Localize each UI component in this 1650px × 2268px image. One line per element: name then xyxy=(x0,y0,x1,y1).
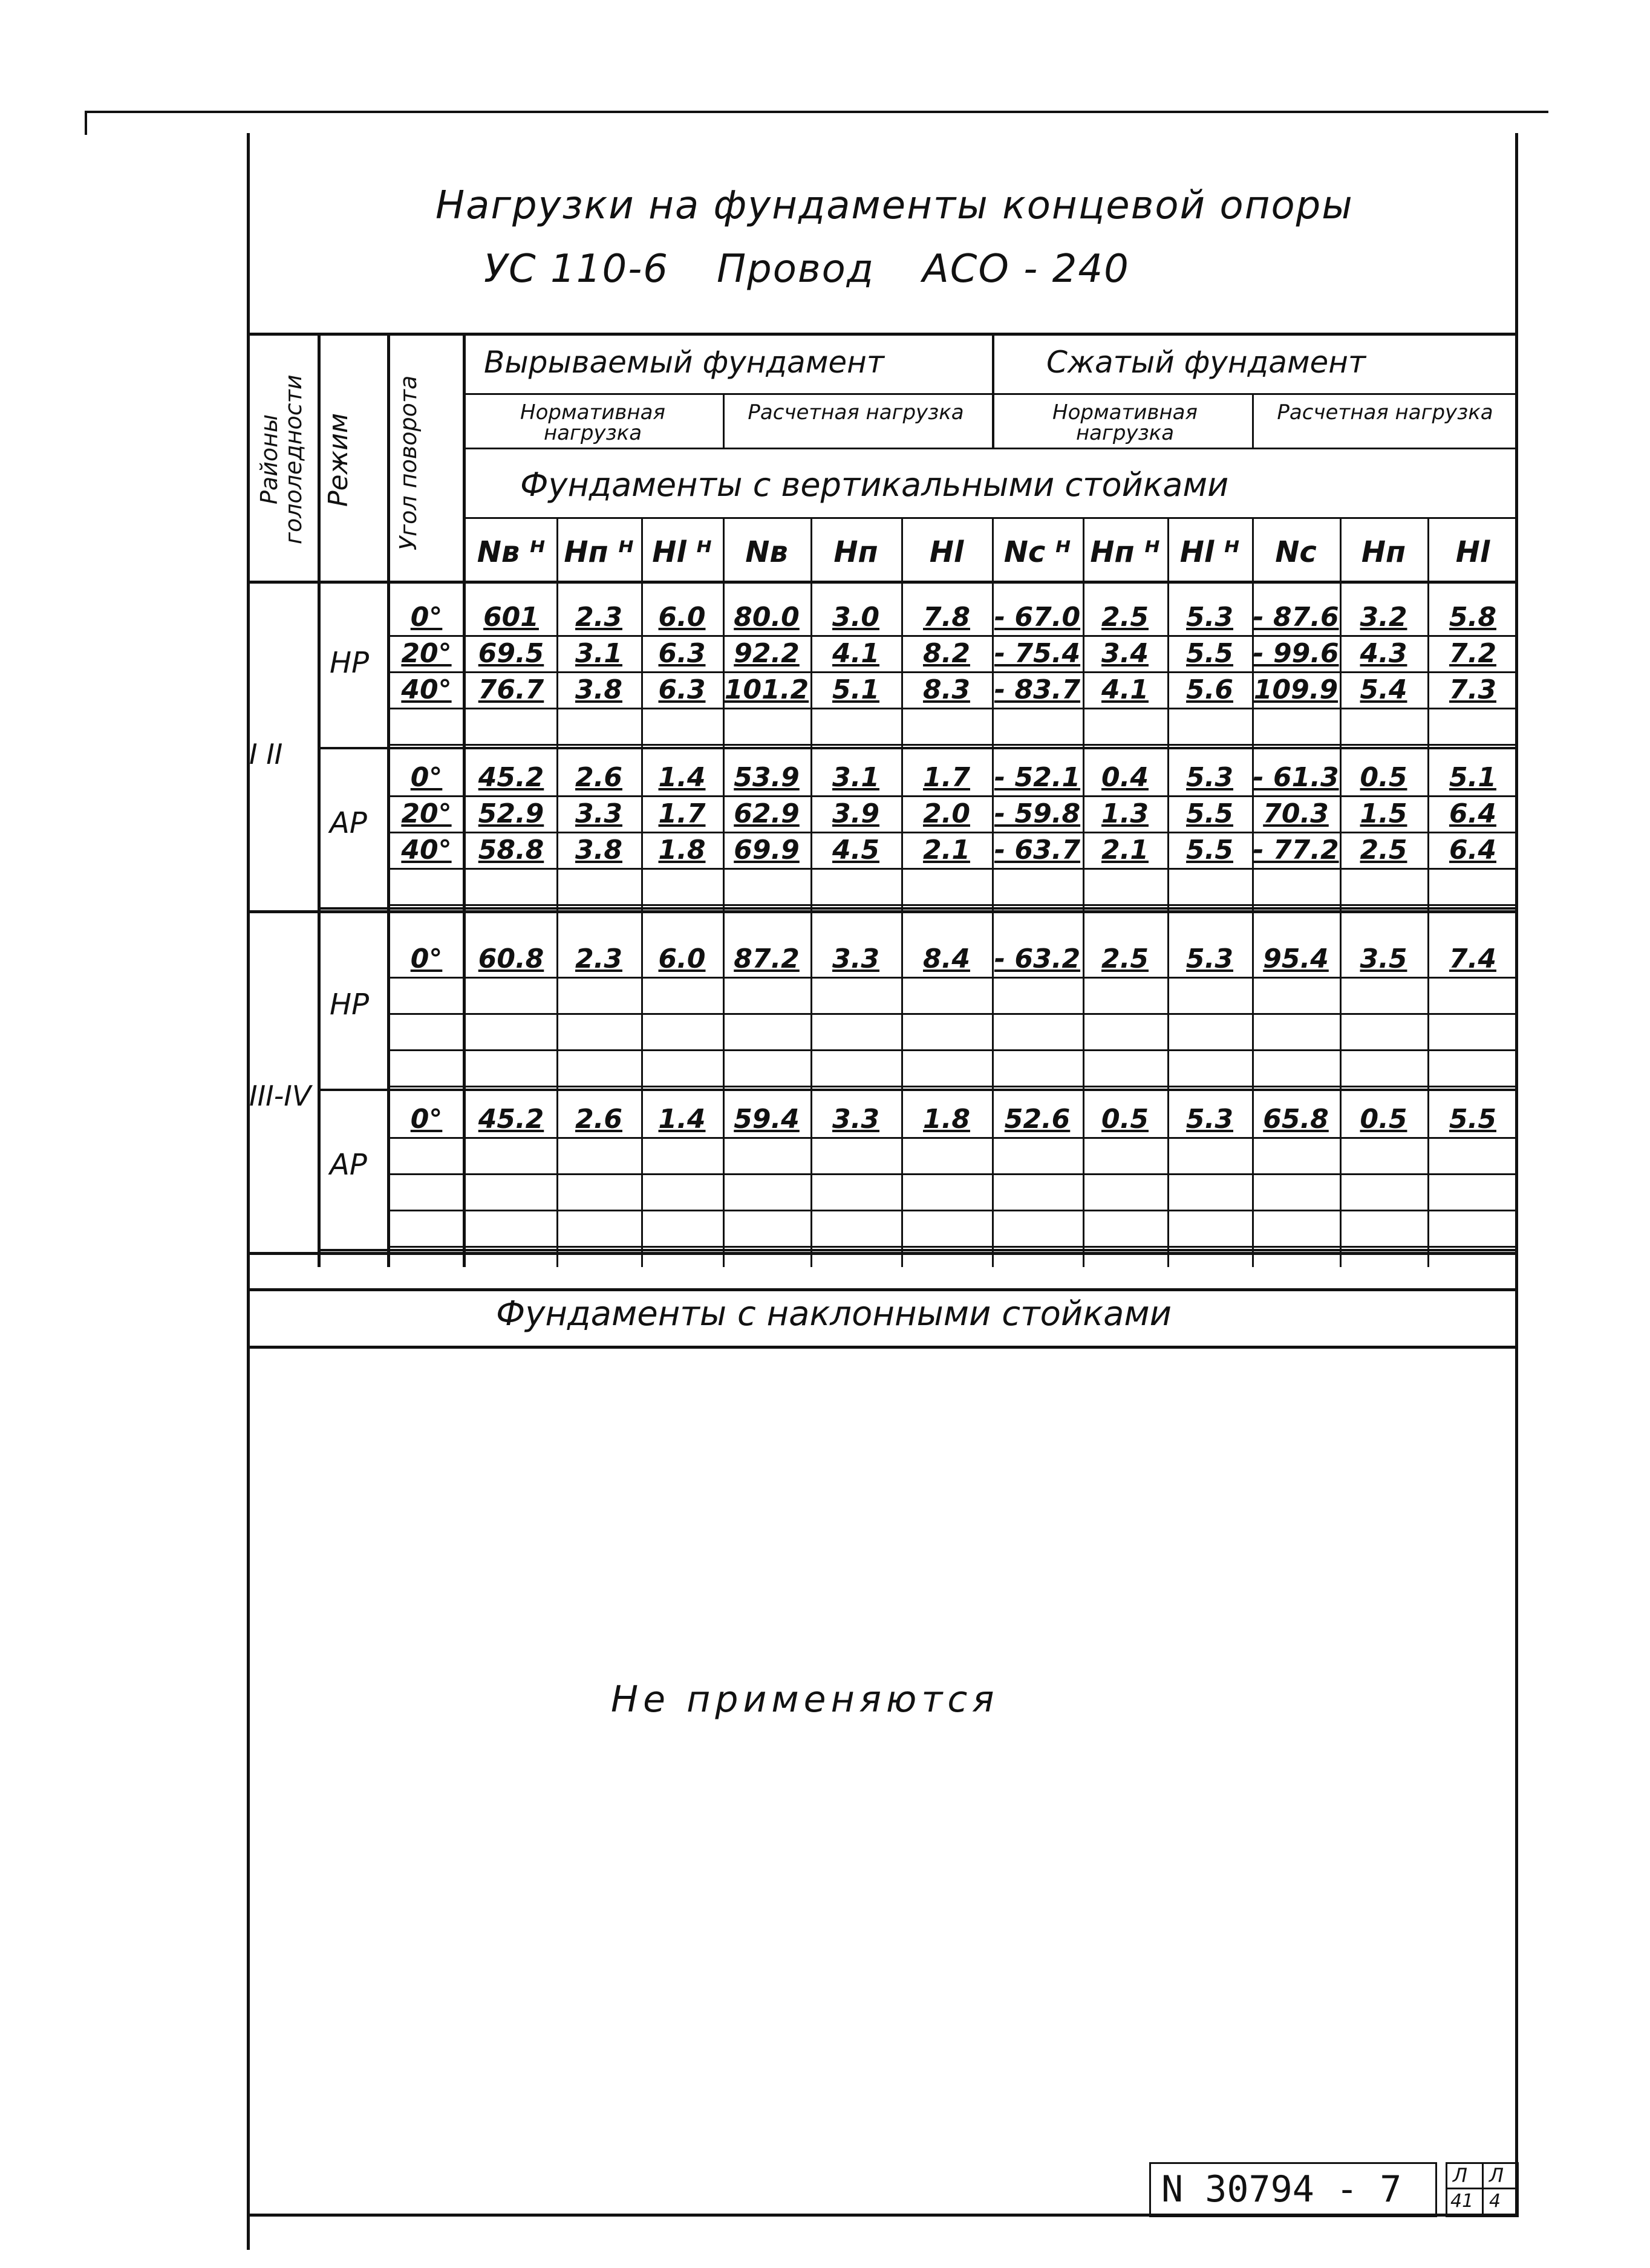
sub-divider-1 xyxy=(723,393,725,448)
table-cell: - 99.6 xyxy=(1253,638,1339,669)
mode-label: АР xyxy=(330,806,367,840)
table-cell: 2.1 xyxy=(1101,835,1149,865)
table-top xyxy=(247,333,1518,336)
group-divider xyxy=(992,333,994,448)
title-line-1: Нагрузки на фундаменты концевой опоры xyxy=(435,183,1354,228)
stamp-number: N 30794 - 7 xyxy=(1161,2168,1402,2211)
table-cell: - 63.7 xyxy=(994,835,1081,865)
table-cell: 8.3 xyxy=(923,674,970,705)
row-line xyxy=(390,1246,1518,1248)
table-cell: 5.1 xyxy=(832,674,879,705)
row-line xyxy=(390,1173,1518,1175)
title-line-2-b: Провод xyxy=(717,247,875,292)
table-cell: 5.3 xyxy=(1186,943,1233,974)
angle-cell: 0° xyxy=(410,762,443,793)
column-header-4: Hп xyxy=(833,535,878,569)
table-cell: 69.9 xyxy=(734,835,800,865)
angle-cell: 0° xyxy=(410,943,443,974)
table-cell: 3.8 xyxy=(575,674,622,705)
column-header-10: Hп xyxy=(1361,535,1406,569)
table-cell: - 59.8 xyxy=(994,798,1081,829)
region-separator xyxy=(247,1252,1518,1255)
table-cell: 3.0 xyxy=(832,602,879,633)
sheet-box-div xyxy=(1482,2162,1484,2214)
sheet-top: Л xyxy=(1453,2164,1468,2187)
table-cell: 0.5 xyxy=(1101,1104,1149,1135)
sub-calc-label: Расчетная нагрузка xyxy=(748,400,964,425)
table-cell: 6.3 xyxy=(658,674,706,705)
table-cell: 1.8 xyxy=(923,1104,970,1135)
table-cell: 3.3 xyxy=(575,798,622,829)
table-cell: 4.1 xyxy=(832,638,879,669)
angle-cell: 40° xyxy=(401,674,452,705)
table-cell: 7.4 xyxy=(1449,943,1496,974)
table-cell: 95.4 xyxy=(1263,943,1329,974)
column-header-11: Hl xyxy=(1455,535,1490,569)
inclined-caption: Фундаменты с наклонными стойками xyxy=(496,1294,1172,1334)
table-cell: 5.5 xyxy=(1449,1104,1496,1135)
group-underline xyxy=(463,393,1518,395)
mode-separator xyxy=(318,1249,1518,1251)
table-cell: - 75.4 xyxy=(994,638,1081,669)
table-cell: 6.4 xyxy=(1449,835,1496,865)
sub-underline xyxy=(463,448,1518,449)
table-bottom-1 xyxy=(247,1288,1518,1291)
table-cell: - 87.6 xyxy=(1253,602,1339,633)
title-line-2-c: АСО - 240 xyxy=(922,247,1130,292)
sheet-bottom-right: 4 xyxy=(1489,2191,1501,2212)
title-line-2-a: УС 110-6 xyxy=(484,247,669,292)
table-cell: - 52.1 xyxy=(994,762,1081,793)
table-cell: 2.6 xyxy=(575,762,622,793)
header-region: Районы гололедности xyxy=(256,374,307,545)
row-line xyxy=(390,708,1518,709)
column-header-6: Nc ᴴ xyxy=(1003,535,1071,569)
table-cell: 601 xyxy=(483,602,539,633)
table-cell: 60.8 xyxy=(478,943,544,974)
table-cell: 1.4 xyxy=(658,762,706,793)
table-cell: 5.5 xyxy=(1186,638,1233,669)
row-line xyxy=(390,744,1518,746)
table-cell: 58.8 xyxy=(478,835,544,865)
column-header-0: Nв ᴴ xyxy=(477,535,546,569)
table-cell: 5.4 xyxy=(1360,674,1407,705)
angle-cell: 40° xyxy=(401,835,452,865)
top-left-tick xyxy=(85,111,87,135)
region-label: III-IV xyxy=(249,1080,311,1112)
region-label: I II xyxy=(249,738,283,771)
table-cell: 1.7 xyxy=(923,762,970,793)
row-line xyxy=(390,868,1518,870)
table-cell: 3.2 xyxy=(1360,602,1407,633)
mode-separator xyxy=(318,1089,1518,1091)
table-cell: - 61.3 xyxy=(1253,762,1339,793)
column-header-8: Hl ᴴ xyxy=(1179,535,1240,569)
table-cell: 62.9 xyxy=(734,798,800,829)
sheet-box-mid xyxy=(1446,2188,1515,2189)
table-cell: 4.5 xyxy=(832,835,879,865)
row-line xyxy=(390,832,1518,833)
mode-label: АР xyxy=(330,1148,367,1182)
table-cell: 5.8 xyxy=(1449,602,1496,633)
not-applicable-note: Не применяются xyxy=(611,1678,999,1721)
table-cell: 5.3 xyxy=(1186,602,1233,633)
mode-label: НР xyxy=(330,988,370,1022)
sub-calc2-label: Расчетная нагрузка xyxy=(1277,400,1493,425)
table-cell: 8.2 xyxy=(923,638,970,669)
table-cell: 69.5 xyxy=(478,638,544,669)
table-cell: 52.6 xyxy=(1004,1104,1071,1135)
column-header-1: Hп ᴴ xyxy=(564,535,634,569)
sub-norm2-label: Нормативная нагрузка xyxy=(1052,400,1198,445)
table-cell: 5.3 xyxy=(1186,1104,1233,1135)
table-cell: 0.5 xyxy=(1360,1104,1407,1135)
table-cell: 52.9 xyxy=(478,798,544,829)
table-cell: 2.1 xyxy=(923,835,970,865)
table-cell: 5.1 xyxy=(1449,762,1496,793)
frame-left xyxy=(247,133,250,2250)
table-cell: 3.9 xyxy=(832,798,879,829)
table-cell: 2.3 xyxy=(575,943,622,974)
header-mode: Режим xyxy=(323,412,354,507)
column-header-3: Nв xyxy=(745,535,788,569)
table-cell: 2.0 xyxy=(923,798,970,829)
table-cell: 3.3 xyxy=(832,943,879,974)
table-cell: 7.3 xyxy=(1449,674,1496,705)
table-cell: 0.5 xyxy=(1360,762,1407,793)
sub-divider-2 xyxy=(1252,393,1254,448)
table-cell: 3.5 xyxy=(1360,943,1407,974)
table-cell: - 67.0 xyxy=(994,602,1081,633)
table-cell: 3.8 xyxy=(575,835,622,865)
table-cell: 1.3 xyxy=(1101,798,1149,829)
row-line xyxy=(390,1210,1518,1211)
row-line xyxy=(390,1137,1518,1139)
row-line xyxy=(390,671,1518,673)
row-line xyxy=(390,977,1518,979)
sheet-bottom: 41 xyxy=(1450,2191,1474,2212)
table-cell: 1.8 xyxy=(658,835,706,865)
table-cell: 4.3 xyxy=(1360,638,1407,669)
table-cell: - 83.7 xyxy=(994,674,1081,705)
table-cell: 80.0 xyxy=(734,602,800,633)
table-cell: 2.5 xyxy=(1101,943,1149,974)
vertical-caption: Фундаменты с вертикальными стойками xyxy=(520,466,1229,504)
row-line xyxy=(390,795,1518,797)
row-line xyxy=(390,1013,1518,1015)
sheet-top-right: Л xyxy=(1489,2164,1504,2187)
table-cell: 6.3 xyxy=(658,638,706,669)
table-cell: 8.4 xyxy=(923,943,970,974)
table-cell: 59.4 xyxy=(734,1104,800,1135)
row-line xyxy=(390,904,1518,906)
row-line xyxy=(390,1086,1518,1087)
table-cell: 2.5 xyxy=(1101,602,1149,633)
column-header-5: Hl xyxy=(929,535,964,569)
table-cell: 101.2 xyxy=(724,674,809,705)
table-cell: 87.2 xyxy=(734,943,800,974)
table-cell: 3.1 xyxy=(832,762,879,793)
table-cell: 65.8 xyxy=(1263,1104,1329,1135)
col-sep-region xyxy=(318,333,321,1267)
table-cell: 109.9 xyxy=(1253,674,1339,705)
table-cell: 6.0 xyxy=(658,943,706,974)
table-cell: 0.4 xyxy=(1101,762,1149,793)
table-cell: 1.5 xyxy=(1360,798,1407,829)
table-cell: 1.4 xyxy=(658,1104,706,1135)
group-compress-label: Сжатый фундамент xyxy=(1046,345,1366,380)
table-cell: 5.5 xyxy=(1186,835,1233,865)
mode-separator xyxy=(318,907,1518,910)
table-cell: 53.9 xyxy=(734,762,800,793)
table-cell: 92.2 xyxy=(734,638,800,669)
table-bottom-2 xyxy=(247,1346,1518,1349)
top-rule xyxy=(85,111,1548,113)
table-cell: 2.3 xyxy=(575,602,622,633)
column-header-2: Hl ᴴ xyxy=(652,535,712,569)
table-cell: 6.0 xyxy=(658,602,706,633)
table-cell: - 77.2 xyxy=(1253,835,1339,865)
caption-underline xyxy=(463,517,1518,519)
column-header-bottom xyxy=(247,581,1518,584)
table-cell: 3.4 xyxy=(1101,638,1149,669)
mode-label: НР xyxy=(330,646,370,680)
table-cell: 3.3 xyxy=(832,1104,879,1135)
angle-cell: 0° xyxy=(410,602,443,633)
region-separator xyxy=(247,910,1518,913)
column-header-9: Nc xyxy=(1275,535,1317,569)
table-cell: 3.1 xyxy=(575,638,622,669)
group-pullout-label: Вырываемый фундамент xyxy=(484,345,884,380)
header-angle: Угол поворота xyxy=(395,375,422,550)
row-line xyxy=(390,1049,1518,1051)
table-cell: 6.4 xyxy=(1449,798,1496,829)
table-cell: 5.5 xyxy=(1186,798,1233,829)
table-cell: 7.2 xyxy=(1449,638,1496,669)
table-cell: 45.2 xyxy=(478,762,544,793)
table-cell: 76.7 xyxy=(478,674,544,705)
sub-norm-label: Нормативная нагрузка xyxy=(520,400,665,445)
table-cell: 1.7 xyxy=(658,798,706,829)
table-cell: 2.5 xyxy=(1360,835,1407,865)
table-cell: 70.3 xyxy=(1263,798,1329,829)
table-cell: 5.6 xyxy=(1186,674,1233,705)
table-cell: 2.6 xyxy=(575,1104,622,1135)
row-line xyxy=(390,635,1518,637)
angle-cell: 0° xyxy=(410,1104,443,1135)
mode-separator xyxy=(318,747,1518,749)
table-cell: 4.1 xyxy=(1101,674,1149,705)
table-cell: 5.3 xyxy=(1186,762,1233,793)
table-cell: - 63.2 xyxy=(994,943,1081,974)
table-cell: 7.8 xyxy=(923,602,970,633)
table-cell: 45.2 xyxy=(478,1104,544,1135)
angle-cell: 20° xyxy=(401,638,452,669)
column-header-7: Hп ᴴ xyxy=(1090,535,1160,569)
angle-cell: 20° xyxy=(401,798,452,829)
